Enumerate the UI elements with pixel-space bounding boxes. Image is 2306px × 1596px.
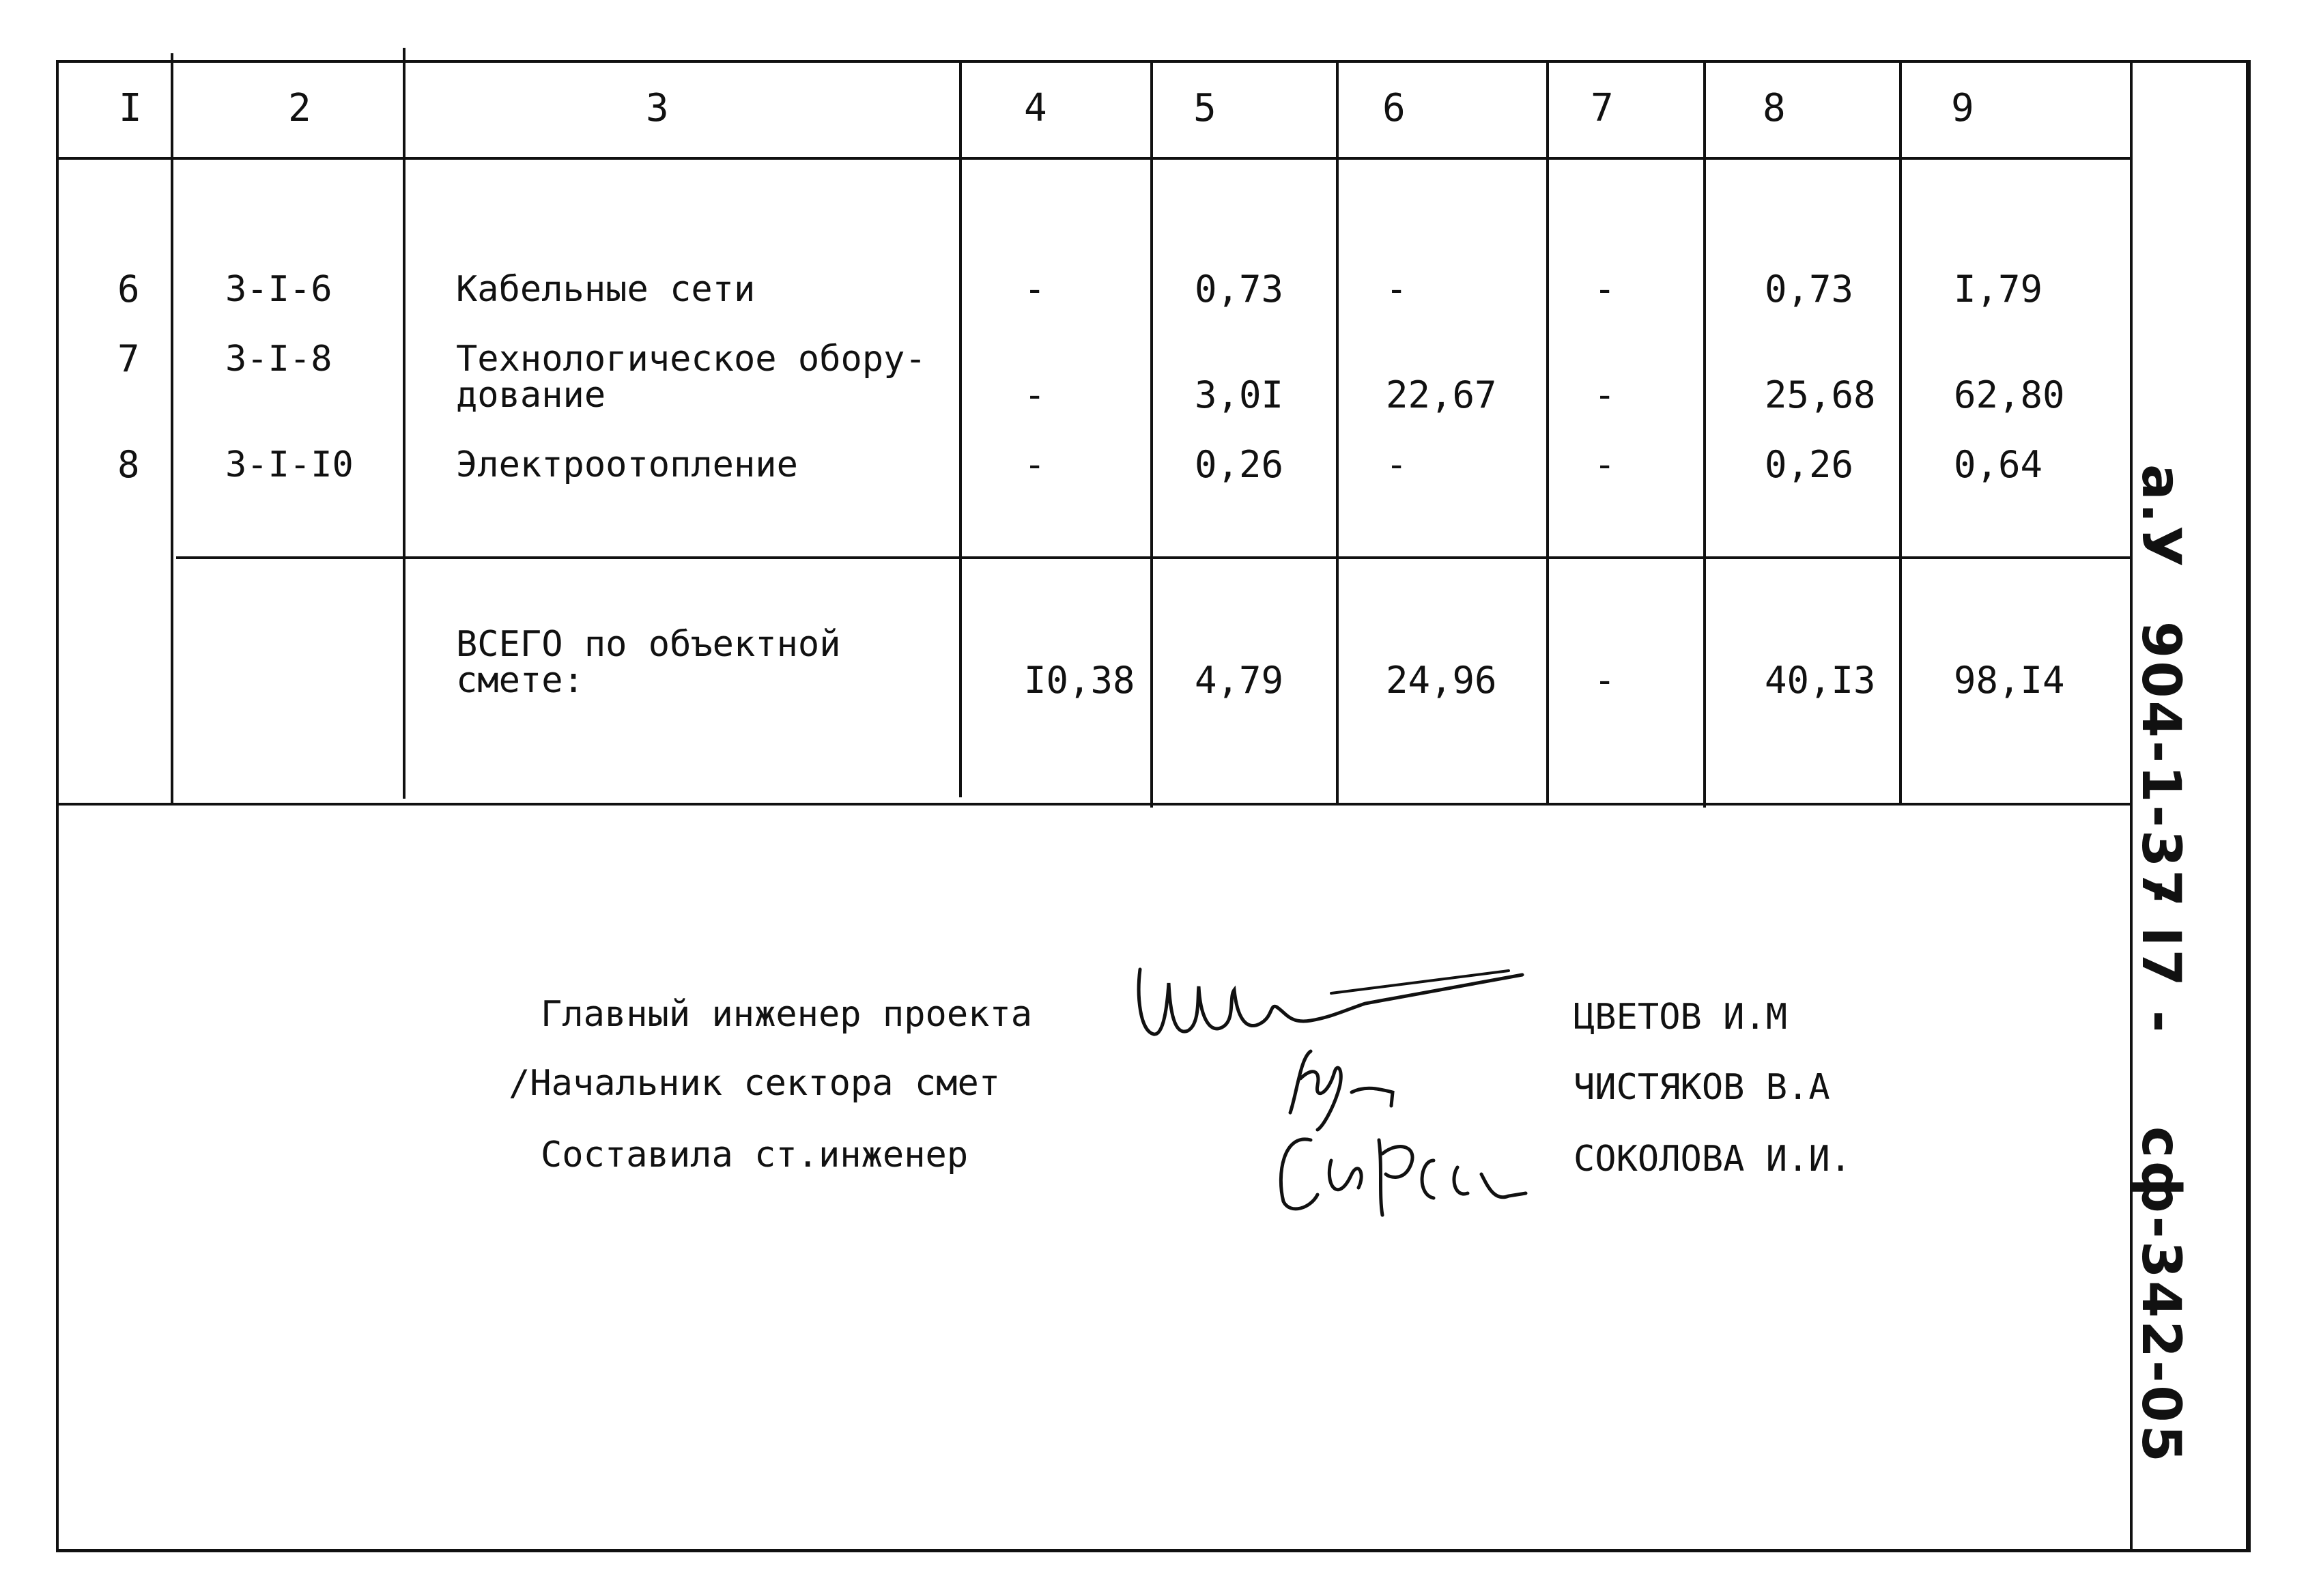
row-8-col9: 0,64 (1954, 443, 2043, 486)
row-7-name-line2: дование (456, 375, 606, 416)
row-7-name-line1: Технологическое обору- (456, 339, 926, 380)
compiler-name: СОКОЛОВА И.И. (1574, 1139, 1851, 1180)
total-label-line1: ВСЕГО по объектной (456, 624, 841, 665)
row-6-col7: - (1594, 269, 1616, 310)
col-divider-7 (1703, 60, 1706, 808)
header-col-5: 5 (1193, 86, 1216, 130)
row-7-col5: 3,0I (1195, 373, 1284, 416)
row-8-code: 3-I-I0 (225, 444, 354, 485)
total-col4: I0,38 (1024, 659, 1135, 702)
estimates-head-name: ЧИСТЯКОВ В.А (1574, 1067, 1830, 1108)
signature-estimates-head (1270, 1031, 1420, 1133)
row-8-col4: - (1024, 444, 1046, 485)
document-frame (56, 60, 2251, 1552)
side-code-project: 904-1-37 (2130, 621, 2191, 910)
side-code-sheet: - I7 - (2130, 881, 2191, 1036)
compiler-role: Составила ст.инженер (541, 1135, 969, 1175)
row-7-code: 3-I-8 (225, 339, 332, 380)
row-6-code: 3-I-6 (225, 269, 332, 310)
header-col-2: 2 (288, 86, 311, 130)
col-divider-3 (959, 60, 962, 797)
row-7-col7: - (1594, 375, 1616, 416)
row-6-col4: - (1024, 269, 1046, 310)
row-8-col6: - (1386, 444, 1408, 485)
row-6-col9: I,79 (1954, 268, 2043, 311)
row-8-col7: - (1594, 444, 1616, 485)
row-6-col8: 0,73 (1765, 268, 1854, 311)
chief-engineer-name: ЦВЕТОВ И.М (1574, 997, 1788, 1038)
header-col-6: 6 (1382, 86, 1406, 130)
side-code-series: а.У (2130, 464, 2191, 570)
signature-compiler (1263, 1120, 1536, 1229)
total-col6: 24,96 (1386, 659, 1497, 702)
row-8-name: Электроотопление (456, 444, 798, 485)
header-col-3: 3 (646, 86, 669, 130)
row-8-col8: 0,26 (1765, 443, 1854, 486)
side-code-album: сф-342-05 (2130, 1126, 2191, 1465)
row-8-col5: 0,26 (1195, 443, 1284, 486)
col-divider-4 (1150, 60, 1153, 808)
col-divider-1 (171, 53, 173, 804)
total-label-line2: смете: (456, 660, 584, 701)
total-top-rule (176, 556, 2131, 559)
col-divider-2 (403, 48, 405, 799)
header-col-7: 7 (1591, 86, 1614, 130)
row-6-name: Кабельные сети (456, 269, 756, 310)
header-col-9: 9 (1951, 86, 1974, 130)
total-col7: - (1594, 660, 1616, 701)
header-col-4: 4 (1024, 86, 1047, 130)
row-6-col6: - (1386, 269, 1408, 310)
total-col9: 98,I4 (1954, 659, 2065, 702)
row-6-col5: 0,73 (1195, 268, 1284, 311)
header-bottom-rule (56, 157, 2131, 160)
header-col-1: I (119, 86, 142, 130)
col-divider-6 (1546, 60, 1549, 803)
header-col-8: 8 (1763, 86, 1786, 130)
estimates-head-role: /Начальник сектора смет (509, 1063, 1001, 1104)
row-6-number: 6 (117, 268, 140, 311)
total-col8: 40,I3 (1765, 659, 1876, 702)
row-7-col9: 62,80 (1954, 373, 2065, 416)
col-divider-5 (1336, 60, 1339, 806)
col-divider-8 (1899, 60, 1902, 803)
chief-engineer-role: Главный инженер проекта (541, 994, 1033, 1035)
row-7-col8: 25,68 (1765, 373, 1876, 416)
row-7-col4: - (1024, 375, 1046, 416)
row-7-number: 7 (117, 337, 140, 380)
row-8-number: 8 (117, 443, 140, 486)
total-col5: 4,79 (1195, 659, 1284, 702)
row-7-col6: 22,67 (1386, 373, 1497, 416)
table-bottom-rule (56, 803, 2131, 806)
